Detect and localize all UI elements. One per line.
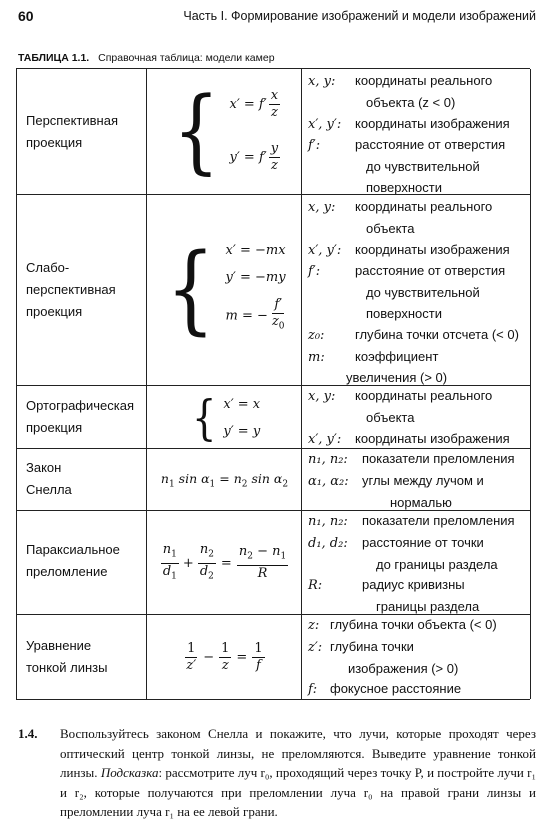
formula-weak-perspective: { x′ = −mx y′ = −my m = − $\frac{f'}{z_0}$ — [166, 233, 286, 345]
left-brace: { — [172, 77, 220, 184]
variable-line: R: радиус кривизны — [308, 577, 465, 594]
model-name-cell — [16, 511, 147, 615]
table-row-thin-lens — [16, 614, 530, 700]
page-header — [0, 0, 560, 30]
page-number: 60 — [18, 8, 34, 24]
problem-number: 1.4. — [18, 726, 38, 741]
variables-cell — [301, 386, 531, 449]
table-row-weak-perspective — [16, 194, 530, 386]
variable-line: до чувствительной — [366, 285, 480, 301]
table-row-orthographic — [16, 385, 530, 449]
model-name-cell — [16, 615, 147, 699]
model-name-line: преломление — [26, 564, 108, 579]
variable-line: n₁, n₂: показатели преломления — [308, 513, 515, 529]
model-name-line: проекция — [26, 420, 83, 435]
table-row-paraxial — [16, 510, 530, 615]
variables-cell — [301, 511, 531, 615]
variable-line: n₁, n₂: показатели преломления — [308, 451, 515, 467]
variable-line: z: глубина точки объекта (< 0) — [308, 617, 497, 633]
table-row-perspective — [16, 68, 530, 195]
model-name-line: Ортографическая — [26, 398, 134, 413]
formula-cell — [146, 195, 302, 386]
model-name-line: проекция — [26, 304, 83, 319]
variable-line: до чувствительной — [366, 159, 480, 175]
table-row-snell — [16, 448, 530, 511]
model-name-line: проекция — [26, 135, 83, 150]
table-caption-label: ТАБЛИЦА 1.1. — [18, 52, 90, 64]
model-name-line: Снелла — [26, 482, 72, 497]
formula-orthographic: { x′ = x y′ = y — [191, 390, 261, 446]
variable-line: объекта — [366, 409, 415, 425]
problem-text: Воспользуйтесь законом Снелла и покажите, что лучи, которые проходят через оптический центр тонкой линзы, не преломляются. Выведите уравнение тонкой линзы. Подсказка: рассмотрите луч r₀, проходящий через точку P, и постройте лучи r₁ и r₂, которые получаются при преломлении луча r₀ на правой грани линзы и преломлении луча r₁ на ее левой грани. — [60, 726, 537, 820]
model-name-line: Закон — [26, 460, 62, 475]
formula-cell — [146, 615, 302, 699]
model-name-cell — [16, 69, 147, 195]
variable-line: f′: расстояние от отверстия — [308, 137, 506, 154]
variables-cell — [301, 195, 531, 386]
variable-line: x, y: координаты реального — [308, 73, 493, 89]
variable-line: z′: глубина точки — [308, 638, 414, 655]
variable-line: f′: расстояние от отверстия — [308, 263, 506, 280]
hint-label: Подсказка — [100, 765, 159, 781]
table-caption-text: Справочная таблица: модели камер — [98, 52, 275, 64]
model-name-line: Параксиальное — [26, 542, 120, 557]
variable-line: x, y: координаты реального — [308, 199, 493, 215]
variable-line: x′, y′: координаты изображения — [308, 115, 510, 132]
variable-line: поверхности — [366, 179, 442, 195]
formula-paraxial: $n_1$ $d_1$ + $\frac{n_2}{d_2}$ = $\frac{n_2 - n_1}{R}$ — [162, 541, 287, 582]
model-name-line: Слабо- — [26, 260, 70, 275]
formula-thin-lens: 1 z′ − $\frac{1}{z}$ = $\frac{1}{f}$ — [186, 640, 263, 673]
model-name-cell — [16, 449, 147, 511]
formula-cell — [146, 69, 302, 195]
formula-cell — [146, 449, 302, 511]
formula-cell — [146, 511, 302, 615]
model-name-line: перспективная — [26, 282, 116, 297]
variable-line: m: коэффициент — [308, 348, 439, 365]
model-name-cell — [16, 386, 147, 449]
variable-line: α₁, α₂: углы между лучом и — [308, 472, 484, 489]
variables-cell — [301, 615, 531, 699]
variable-line: границы раздела — [376, 599, 480, 615]
formula-cell — [146, 386, 302, 449]
left-brace: { — [166, 233, 216, 345]
variable-line: объекта — [366, 220, 415, 236]
variable-line: x′, y′: координаты изображения — [308, 241, 510, 258]
variable-line: f: фокусное расстояние — [308, 681, 462, 698]
variable-line: z₀: глубина точки отсчета (< 0) — [308, 326, 519, 343]
variable-line: поверхности — [366, 305, 442, 321]
variable-line: до границы раздела — [376, 556, 498, 572]
variable-line: нормалью — [390, 494, 452, 510]
variable-line: увеличения (> 0) — [346, 370, 448, 386]
variable-line: x′, y′: координаты изображения — [308, 430, 510, 447]
model-name-line: Перспективная — [26, 113, 118, 128]
table-caption — [18, 52, 275, 64]
formula-snell: $n_1$ $\sin \alpha_1 = n_2$ $\sin \alpha_2$ — [160, 470, 289, 490]
left-brace: { — [191, 390, 217, 446]
variable-line: изображения (> 0) — [348, 660, 459, 676]
camera-models-table — [16, 68, 530, 698]
variable-line: d₁, d₂: расстояние от точки — [308, 534, 484, 551]
variable-line: x, y: координаты реального — [308, 388, 493, 404]
variables-cell — [301, 69, 531, 195]
running-title: Часть I. Формирование изображений и модели изображений — [183, 9, 536, 23]
model-name-cell — [16, 195, 147, 386]
formula-perspective: { x′ = f′ $\frac{x}{z}$ y′ = f′ $\frac{y}{z}$ — [172, 77, 279, 184]
variable-line: объекта (z < 0) — [366, 94, 456, 110]
model-name-line: Уравнение — [26, 638, 92, 653]
variables-cell — [301, 449, 531, 511]
model-name-line: тонкой линзы — [26, 660, 108, 675]
